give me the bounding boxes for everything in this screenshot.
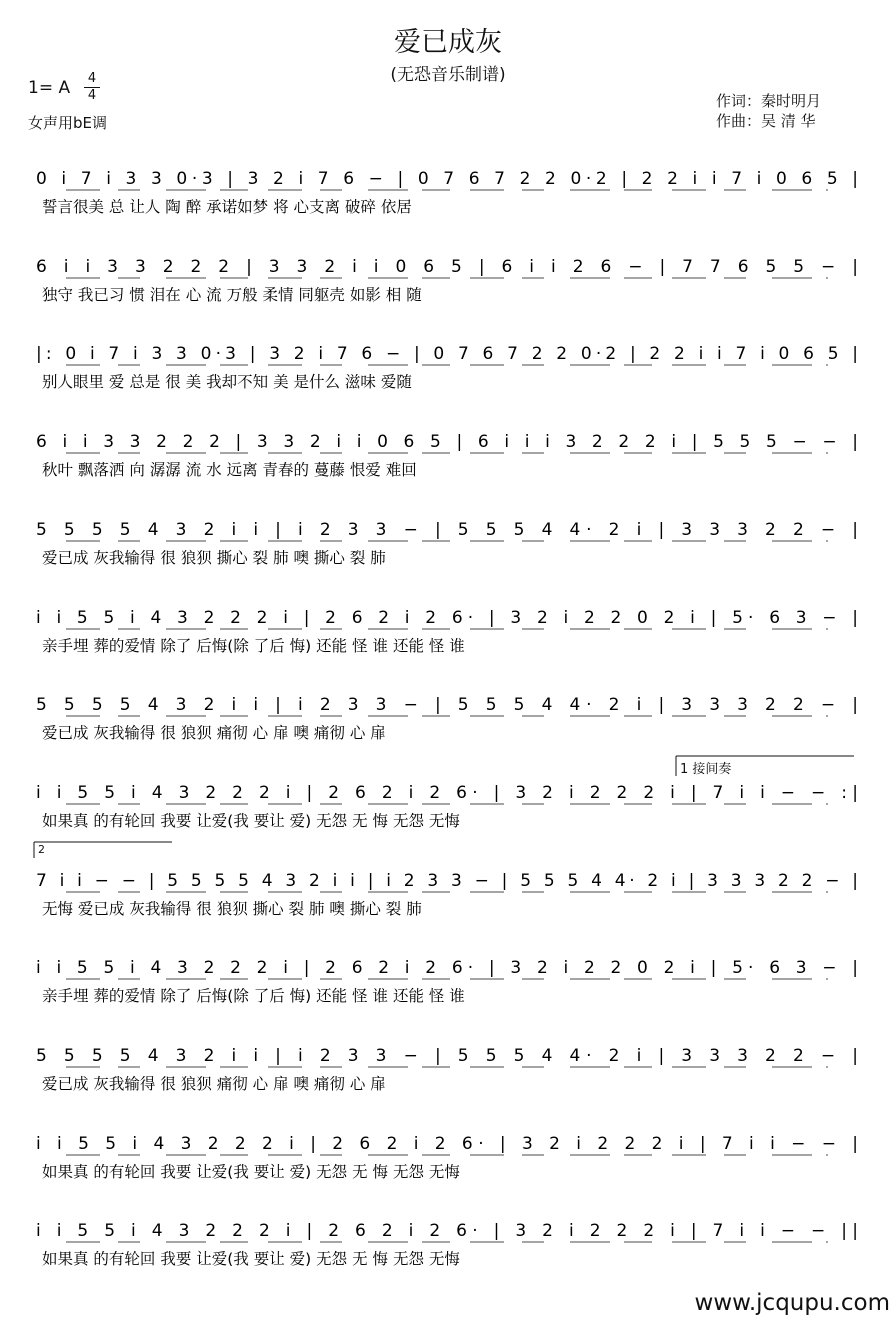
score-system: [0, 423, 896, 509]
lyrics-line: 爱已成 灰我输得 很 狼狈 撕心 裂 肺 噢 撕心 裂 肺: [42, 548, 386, 567]
lyricist-credit: 作词：秦时明月: [716, 92, 822, 110]
jianpu-notes: |: 0 i 7 i 3 3 0·3 | 3 2 i 7 6 − | 0 7 6 7 2 2 0·2 | 2 2 i i 7 i 0 6 5 |: [36, 344, 858, 365]
jianpu-notes: i i 5 5 i 4 3 2 2 2 i | 2 6 2 i 2 6· | 3 2 i 2 2 2 i | 7 i i − − :|: [36, 782, 859, 803]
score-system: [0, 949, 896, 1035]
score-system: [0, 160, 896, 246]
lyrics-line: 爱已成 灰我输得 很 狼狈 痛彻 心 扉 噢 痛彻 心 扉: [42, 724, 386, 743]
lyrics-line: 誓言很美 总 让人 陶 醉 承诺如梦 将 心支离 破碎 依居: [42, 198, 412, 216]
system-staff: [0, 1212, 896, 1298]
score-system: [0, 862, 896, 948]
song-subtitle: (无恐音乐制谱): [390, 65, 506, 85]
jianpu-notes: 7 i i − − | 5 5 5 5 4 3 2 i i | i 2 3 3 − | 5 5 5 4 4· 2 i | 3 3 3 2 2 − |: [36, 870, 859, 891]
system-staff: [0, 949, 896, 1035]
system-staff: [0, 248, 896, 334]
score-system: [0, 248, 896, 334]
score-system: [0, 335, 896, 421]
system-staff: [0, 335, 896, 421]
system-staff: [0, 599, 896, 685]
time-signature: [84, 72, 100, 103]
system-staff: [0, 862, 896, 948]
system-staff: [0, 1125, 896, 1211]
system-staff: [0, 160, 896, 246]
key-signature: 1= A: [28, 78, 71, 98]
voice-key-note: 女声用bE调: [28, 114, 107, 132]
meter-top: 4: [87, 71, 97, 86]
jianpu-notes: 5 5 5 5 4 3 2 i i | i 2 3 3 − | 5 5 5 4 4· 2 i | 3 3 3 2 2 − |: [36, 695, 858, 716]
song-title: 爱已成灰: [394, 27, 502, 58]
jianpu-notes: i i 5 5 i 4 3 2 2 2 i | 2 6 2 i 2 6· | 3 2 i 2 2 0 2 i | 5· 6 3 − |: [36, 958, 859, 979]
jianpu-notes: 6 i i 3 3 2 2 2 | 3 3 2 i i 0 6 5 | 6 i i i 3 2 2 2 i | 5 5 5 − − |: [36, 432, 858, 453]
score-system: [0, 1125, 896, 1211]
volta-second-ending: [34, 842, 45, 857]
score-system: [0, 599, 896, 685]
system-staff: [0, 423, 896, 509]
jianpu-notes: 6 i i 3 3 2 2 2 | 3 3 2 i i 0 6 5 | 6 i i 2 6 − | 7 7 6 5 5 − |: [36, 256, 859, 277]
volta-1-label: 1 接间奏: [680, 762, 732, 777]
system-staff: [0, 511, 896, 597]
lyrics-line: 独守 我已习 惯 泪在 心 流 万般 柔情 同躯壳 如影 相 随: [42, 285, 422, 304]
lyrics-line: 如果真 的有轮回 我要 让爱(我 要让 爱) 无怨 无 悔 无怨 无悔: [42, 1250, 460, 1269]
composer-credit: 作曲：吴 清 华: [716, 112, 816, 130]
lyrics-line: 别人眼里 爱 总是 很 美 我却不知 美 是什么 滋味 爱随: [42, 373, 412, 392]
jianpu-notes: i i 5 5 i 4 3 2 2 2 i | 2 6 2 i 2 6· | 3 2 i 2 2 2 i | 7 i i − − ||: [36, 1221, 859, 1242]
jianpu-notes: i i 5 5 i 4 3 2 2 2 i | 2 6 2 i 2 6· | 3 2 i 2 2 2 i | 7 i i − − |: [36, 1133, 859, 1154]
jianpu-notes: i i 5 5 i 4 3 2 2 2 i | 2 6 2 i 2 6· | 3 2 i 2 2 0 2 i | 5· 6 3 − |: [36, 607, 859, 628]
lyrics-line: 如果真 的有轮回 我要 让爱(我 要让 爱) 无怨 无 悔 无怨 无悔: [42, 811, 460, 830]
lyrics-line: 亲手埋 葬的爱情 除了 后悔(除 了后 悔) 还能 怪 谁 还能 怪 谁: [42, 636, 465, 655]
lyrics-line: 爱已成 灰我输得 很 狼狈 痛彻 心 扉 噢 痛彻 心 扉: [42, 1075, 386, 1093]
system-staff: [0, 1037, 896, 1123]
lyrics-line: 亲手埋 葬的爱情 除了 后悔(除 了后 悔) 还能 怪 谁 还能 怪 谁: [42, 987, 465, 1006]
lyrics-line: 无悔 爱已成 灰我输得 很 狼狈 撕心 裂 肺 噢 撕心 裂 肺: [42, 899, 422, 918]
score-system: [0, 1037, 896, 1123]
jianpu-notes: 5 5 5 5 4 3 2 i i | i 2 3 3 − | 5 5 5 4 4· 2 i | 3 3 3 2 2 − |: [36, 519, 858, 540]
lyrics-line: 秋叶 飘落洒 向 潺潺 流 水 远离 青春的 蔓藤 恨爱 难回: [42, 461, 417, 480]
lyrics-line: 如果真 的有轮回 我要 让爱(我 要让 爱) 无怨 无 悔 无怨 无悔: [42, 1162, 460, 1181]
jianpu-notes: 5 5 5 5 4 3 2 i i | i 2 3 3 − | 5 5 5 4 4· 2 i | 3 3 3 2 2 − |: [36, 1046, 858, 1066]
score-system: [0, 511, 896, 597]
meter-bottom: 4: [87, 88, 97, 103]
score-system: [0, 1212, 896, 1298]
volta-first-ending: [676, 756, 732, 777]
website-watermark: www.jcqupu.com: [694, 1290, 890, 1316]
volta-2-label: 2: [38, 843, 45, 856]
jianpu-notes: 0 i 7 i 3 3 0·3 | 3 2 i 7 6 − | 0 7 6 7 2 2 0·2 | 2 2 i i 7 i 0 6 5 |: [36, 169, 859, 189]
